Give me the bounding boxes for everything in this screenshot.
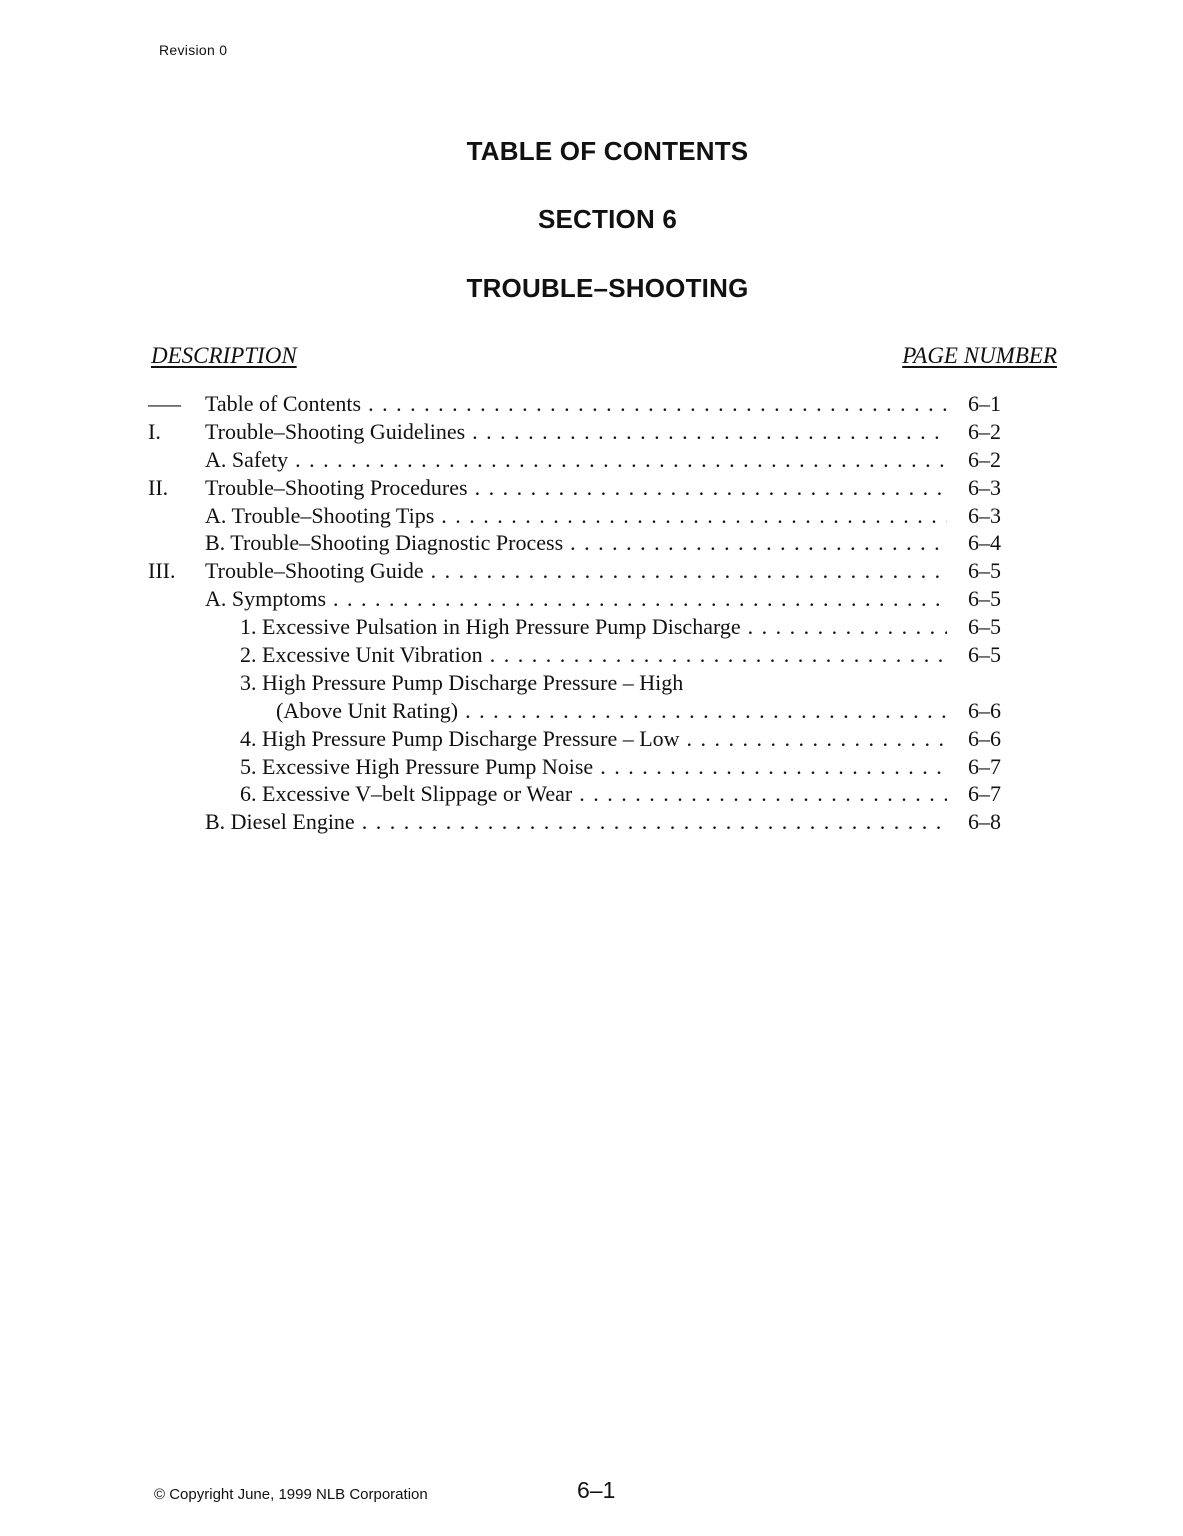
toc-entry: Trouble–Shooting Guidelines . . . <box>205 418 947 446</box>
toc-page: 6–6 <box>968 725 1001 751</box>
toc-row-pulsation <box>0 613 1183 641</box>
toc-entry: 3. High Pressure Pump Discharge Pressure – High <box>240 669 684 695</box>
toc-number: III. <box>148 558 176 584</box>
toc-row-guidelines <box>0 418 1183 446</box>
toc-number: I. <box>148 418 161 444</box>
page-title: TABLE OF CONTENTS <box>466 136 749 166</box>
section-title: SECTION 6 <box>537 204 678 234</box>
toc-entry: A. Trouble–Shooting Tips . . . <box>205 502 947 530</box>
toc-page: 6–3 <box>968 474 1001 500</box>
toc-page: 6–8 <box>968 809 1001 835</box>
toc-entry: 5. Excessive High Pressure Pump Noise . . . <box>240 753 947 781</box>
toc-entry: A. Symptoms . . . <box>205 585 947 613</box>
page-number-column-header: PAGE NUMBER <box>902 343 1057 368</box>
toc-page: 6–5 <box>968 642 1001 668</box>
toc-list <box>0 390 1183 836</box>
toc-page: 6–2 <box>968 418 1001 444</box>
toc-row-tips <box>0 502 1183 530</box>
toc-row-symptoms <box>0 585 1183 613</box>
toc-page: 6–5 <box>968 586 1001 612</box>
toc-page: 6–1 <box>968 391 1001 416</box>
toc-entry: (Above Unit Rating) . . . <box>276 697 947 725</box>
toc-row-vibration <box>0 641 1183 669</box>
toc-entry: Trouble–Shooting Guide . . . <box>205 557 947 585</box>
toc-entry: Table of Contents . . . <box>205 390 947 418</box>
toc-page: 6–7 <box>968 781 1001 807</box>
toc-entry: 6. Excessive V–belt Slippage or Wear . . . <box>240 780 947 808</box>
toc-page: 6–5 <box>968 614 1001 640</box>
toc-number: II. <box>148 474 169 500</box>
toc-page: 6–4 <box>968 530 1001 556</box>
toc-entry: Trouble–Shooting Procedures . . . <box>205 474 947 502</box>
toc-row-pressure-high <box>0 669 1183 697</box>
toc-row-pressure-high-cont <box>0 697 1183 725</box>
toc-row-vbelt <box>0 780 1183 808</box>
toc-page: 6–2 <box>968 446 1001 472</box>
page-number: 6–1 <box>577 1477 616 1503</box>
toc-entry: 2. Excessive Unit Vibration . . . <box>240 641 947 669</box>
description-column-header: DESCRIPTION <box>151 343 297 368</box>
toc-entry: B. Diesel Engine . . . <box>205 808 947 836</box>
toc-page: 6–5 <box>968 558 1001 584</box>
toc-entry: 4. High Pressure Pump Discharge Pressure – Low . . . <box>240 725 947 753</box>
toc-row-safety <box>0 446 1183 474</box>
toc-row-pump-noise <box>0 753 1183 781</box>
section-subtitle: TROUBLE–SHOOTING <box>466 273 749 303</box>
toc-entry: A. Safety . . . <box>205 446 947 474</box>
toc-row-guide <box>0 557 1183 585</box>
revision-label: Revision 0 <box>159 42 228 58</box>
toc-entry: B. Trouble–Shooting Diagnostic Process . . . <box>205 529 947 557</box>
toc-row-diagnostic-process <box>0 529 1183 557</box>
toc-page: 6–6 <box>968 697 1001 723</box>
toc-entry: 1. Excessive Pulsation in High Pressure Pump Discharge . . . <box>240 613 947 641</box>
toc-page: 6–3 <box>968 502 1001 528</box>
toc-row-table-of-contents <box>0 390 1183 418</box>
toc-page: 6–7 <box>968 753 1001 779</box>
toc-number: ––– <box>148 391 181 416</box>
toc-row-pressure-low <box>0 725 1183 753</box>
copyright-notice: © Copyright June, 1999 NLB Corporation <box>154 1486 428 1503</box>
toc-row-diesel-engine <box>0 808 1183 836</box>
toc-row-procedures <box>0 474 1183 502</box>
